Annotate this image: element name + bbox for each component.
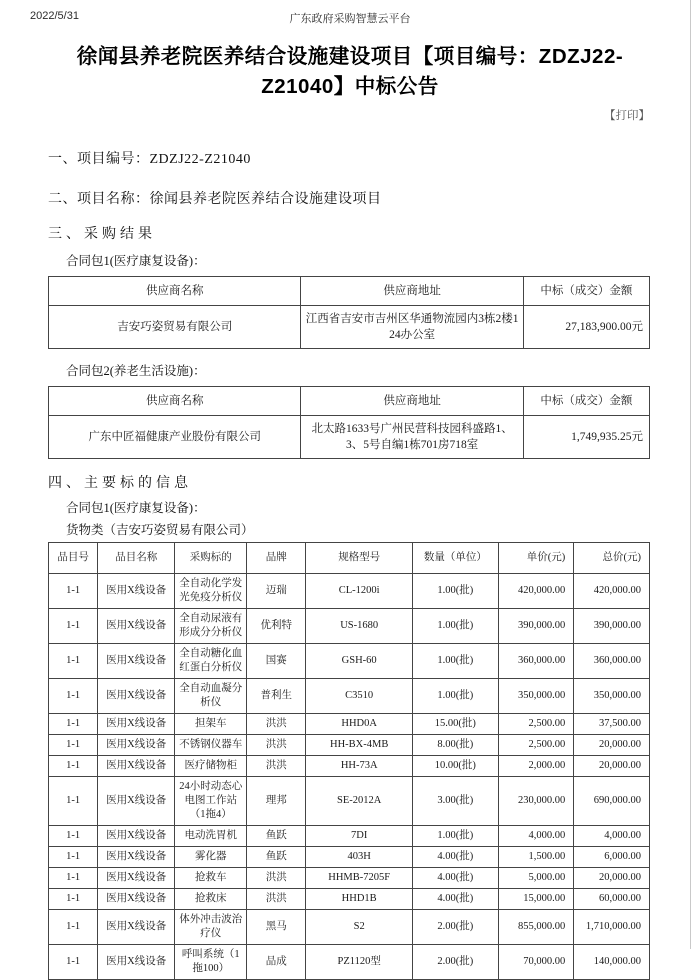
supplier-table-package2: [48, 386, 650, 459]
table-cell: HH-73A: [306, 756, 413, 777]
table-cell: 8.00(批): [413, 735, 498, 756]
table-cell: 140,000.00: [574, 945, 650, 980]
table-cell: 理邦: [247, 777, 306, 826]
table-cell: 国赛: [247, 644, 306, 679]
table-cell: 医用X线设备: [98, 868, 175, 889]
table-row: [49, 868, 650, 889]
table-cell: 雾化器: [175, 847, 247, 868]
column-header: 中标（成交）金额: [523, 387, 649, 416]
table-row: [49, 735, 650, 756]
table-cell: 全自动化学发光免疫分析仪: [175, 574, 247, 609]
table-cell: 4.00(批): [413, 889, 498, 910]
table-row: [49, 609, 650, 644]
column-header: 供应商地址: [301, 387, 523, 416]
table-cell: 390,000.00: [498, 609, 574, 644]
table-cell: 医疗储物柜: [175, 756, 247, 777]
table-cell: 优利特: [247, 609, 306, 644]
table-cell: 7DI: [306, 826, 413, 847]
table-row: [49, 679, 650, 714]
table-cell: 1.00(批): [413, 609, 498, 644]
table-cell: 洪洪: [247, 714, 306, 735]
table-cell: HHD0A: [306, 714, 413, 735]
table-cell: 4.00(批): [413, 868, 498, 889]
print-button[interactable]: 【打印】: [604, 110, 650, 122]
column-header: 规格型号: [306, 543, 413, 574]
table-cell: 4,000.00: [574, 826, 650, 847]
print-row: [0, 107, 650, 123]
table-cell: 390,000.00: [574, 609, 650, 644]
column-header: 供应商地址: [301, 277, 523, 306]
package1-label-repeat: 合同包1(医疗康复设备)：: [66, 501, 206, 515]
table-cell: 鱼跃: [247, 847, 306, 868]
table-cell: 1-1: [49, 945, 98, 980]
section-project-name: 二、项目名称：徐闻县养老院医养结合设施建设项目: [48, 192, 382, 207]
table-cell: 医用X线设备: [98, 609, 175, 644]
table-cell: 3.00(批): [413, 777, 498, 826]
table-cell: 1,710,000.00: [574, 910, 650, 945]
column-header: 中标（成交）金额: [523, 277, 649, 306]
table-row: [49, 847, 650, 868]
table-cell: 1.00(批): [413, 826, 498, 847]
table-cell: 15,000.00: [498, 889, 574, 910]
table-cell: 420,000.00: [574, 574, 650, 609]
table-cell: 北太路1633号广州民营科技园科盛路1、3、5号自编1栋701房718室: [301, 416, 523, 459]
table-row: [49, 644, 650, 679]
table-cell: 855,000.00: [498, 910, 574, 945]
table-row: [49, 910, 650, 945]
site-title: 广东政府采购智慧云平台: [289, 13, 411, 25]
column-header: 供应商名称: [49, 277, 301, 306]
table-cell: 医用X线设备: [98, 679, 175, 714]
table-cell: 呼叫系统（1拖100）: [175, 945, 247, 980]
table-cell: CL-1200i: [306, 574, 413, 609]
table-cell: HH-BX-4MB: [306, 735, 413, 756]
table-cell: 抢救车: [175, 868, 247, 889]
column-header: 采购标的: [175, 543, 247, 574]
table-cell: 1-1: [49, 826, 98, 847]
table-cell: 全自动血凝分析仪: [175, 679, 247, 714]
table-cell: HHD1B: [306, 889, 413, 910]
table-row: [49, 574, 650, 609]
table-cell: 230,000.00: [498, 777, 574, 826]
table-cell: 37,500.00: [574, 714, 650, 735]
table-cell: 1-1: [49, 847, 98, 868]
table-cell: 6,000.00: [574, 847, 650, 868]
table-row: [49, 714, 650, 735]
table-header-row: [49, 277, 650, 306]
table-cell: 403H: [306, 847, 413, 868]
table-cell: 4.00(批): [413, 847, 498, 868]
table-cell: 洪洪: [247, 889, 306, 910]
table-row: [49, 777, 650, 826]
table-cell: 420,000.00: [498, 574, 574, 609]
table-cell: 2.00(批): [413, 945, 498, 980]
table-cell: 全自动糖化血红蛋白分析仪: [175, 644, 247, 679]
table-cell: 抢救床: [175, 889, 247, 910]
table-cell: C3510: [306, 679, 413, 714]
table-cell: PZ1120型: [306, 945, 413, 980]
table-cell: 1-1: [49, 756, 98, 777]
table-cell: 吉安巧姿贸易有限公司: [49, 306, 301, 349]
table-cell: 4,000.00: [498, 826, 574, 847]
table-cell: 1-1: [49, 609, 98, 644]
browser-print-header: [0, 0, 700, 26]
table-cell: 1-1: [49, 777, 98, 826]
table-cell: 15.00(批): [413, 714, 498, 735]
table-cell: 20,000.00: [574, 868, 650, 889]
table-cell: 医用X线设备: [98, 735, 175, 756]
table-cell: 医用X线设备: [98, 644, 175, 679]
table-cell: 1,749,935.25元: [523, 416, 649, 459]
column-header: 供应商名称: [49, 387, 301, 416]
package2-label: 合同包2(养老生活设施)：: [66, 364, 206, 378]
table-cell: 20,000.00: [574, 735, 650, 756]
table-cell: 1-1: [49, 889, 98, 910]
table-cell: 2.00(批): [413, 910, 498, 945]
table-cell: 电动洗胃机: [175, 826, 247, 847]
table-cell: 医用X线设备: [98, 847, 175, 868]
table-cell: 2,500.00: [498, 735, 574, 756]
table-cell: 医用X线设备: [98, 945, 175, 980]
column-header: 单价(元): [498, 543, 574, 574]
table-row: [49, 889, 650, 910]
table-cell: 1-1: [49, 868, 98, 889]
table-cell: 担架车: [175, 714, 247, 735]
table-cell: 2,500.00: [498, 714, 574, 735]
package1-label: 合同包1(医疗康复设备)：: [66, 254, 206, 268]
table-cell: 1-1: [49, 910, 98, 945]
table-cell: 60,000.00: [574, 889, 650, 910]
table-cell: 迈瑞: [247, 574, 306, 609]
page-edge-divider: [690, 0, 691, 949]
goods-class-label: 货物类（吉安巧姿贸易有限公司）: [66, 523, 254, 537]
table-cell: 5,000.00: [498, 868, 574, 889]
table-cell: SE-2012A: [306, 777, 413, 826]
table-cell: 1,500.00: [498, 847, 574, 868]
table-cell: 20,000.00: [574, 756, 650, 777]
column-header: 总价(元): [574, 543, 650, 574]
announcement-body: [48, 148, 650, 980]
table-cell: 27,183,900.00元: [523, 306, 649, 349]
table-cell: 1-1: [49, 644, 98, 679]
table-cell: 广东中匠福健康产业股份有限公司: [49, 416, 301, 459]
table-cell: 医用X线设备: [98, 574, 175, 609]
table-cell: 洪洪: [247, 756, 306, 777]
table-cell: 医用X线设备: [98, 826, 175, 847]
table-row: [49, 826, 650, 847]
table-cell: 360,000.00: [574, 644, 650, 679]
section-main-bid-info: 四、主要标的信息: [48, 476, 192, 491]
column-header: 数量（单位）: [413, 543, 498, 574]
table-row: [49, 756, 650, 777]
table-cell: 10.00(批): [413, 756, 498, 777]
table-header-row: [49, 387, 650, 416]
table-cell: 1.00(批): [413, 574, 498, 609]
table-cell: 江西省吉安市吉州区华通物流园内3栋2楼124办公室: [301, 306, 523, 349]
table-cell: 洪洪: [247, 735, 306, 756]
table-cell: 1.00(批): [413, 644, 498, 679]
table-cell: US-1680: [306, 609, 413, 644]
section-project-number: 一、项目编号：ZDZJ22-Z21040: [48, 152, 251, 167]
table-cell: 医用X线设备: [98, 756, 175, 777]
table-cell: 体外冲击波治疗仪: [175, 910, 247, 945]
table-cell: 黑马: [247, 910, 306, 945]
table-cell: HHMB-7205F: [306, 868, 413, 889]
table-cell: 不锈钢仪器车: [175, 735, 247, 756]
table-cell: 360,000.00: [498, 644, 574, 679]
table-row: [49, 945, 650, 980]
column-header: 品牌: [247, 543, 306, 574]
section-procurement-result: 三、采购结果: [48, 227, 156, 242]
table-cell: 350,000.00: [574, 679, 650, 714]
table-cell: 品成: [247, 945, 306, 980]
table-cell: 医用X线设备: [98, 777, 175, 826]
table-cell: 2,000.00: [498, 756, 574, 777]
table-cell: 鱼跃: [247, 826, 306, 847]
table-cell: 全自动尿液有形成分分析仪: [175, 609, 247, 644]
table-cell: 医用X线设备: [98, 889, 175, 910]
items-table: [48, 542, 650, 980]
supplier-table-package1: [48, 276, 650, 349]
table-cell: 洪洪: [247, 868, 306, 889]
print-date: 2022/5/31: [30, 10, 79, 22]
table-cell: 350,000.00: [498, 679, 574, 714]
table-row: [49, 306, 650, 349]
table-cell: 1-1: [49, 679, 98, 714]
table-cell: 1.00(批): [413, 679, 498, 714]
table-cell: 医用X线设备: [98, 910, 175, 945]
table-cell: 24小时动态心电图工作站（1拖4）: [175, 777, 247, 826]
table-cell: S2: [306, 910, 413, 945]
table-cell: 690,000.00: [574, 777, 650, 826]
table-cell: 70,000.00: [498, 945, 574, 980]
table-row: [49, 416, 650, 459]
table-header-row: [49, 543, 650, 574]
table-cell: GSH-60: [306, 644, 413, 679]
column-header: 品目号: [49, 543, 98, 574]
table-cell: 1-1: [49, 574, 98, 609]
column-header: 品目名称: [98, 543, 175, 574]
table-cell: 1-1: [49, 735, 98, 756]
table-cell: 普利生: [247, 679, 306, 714]
page-title: 徐闻县养老院医养结合设施建设项目【项目编号：ZDZJ22-Z21040】中标公告: [76, 45, 624, 98]
table-cell: 1-1: [49, 714, 98, 735]
table-cell: 医用X线设备: [98, 714, 175, 735]
